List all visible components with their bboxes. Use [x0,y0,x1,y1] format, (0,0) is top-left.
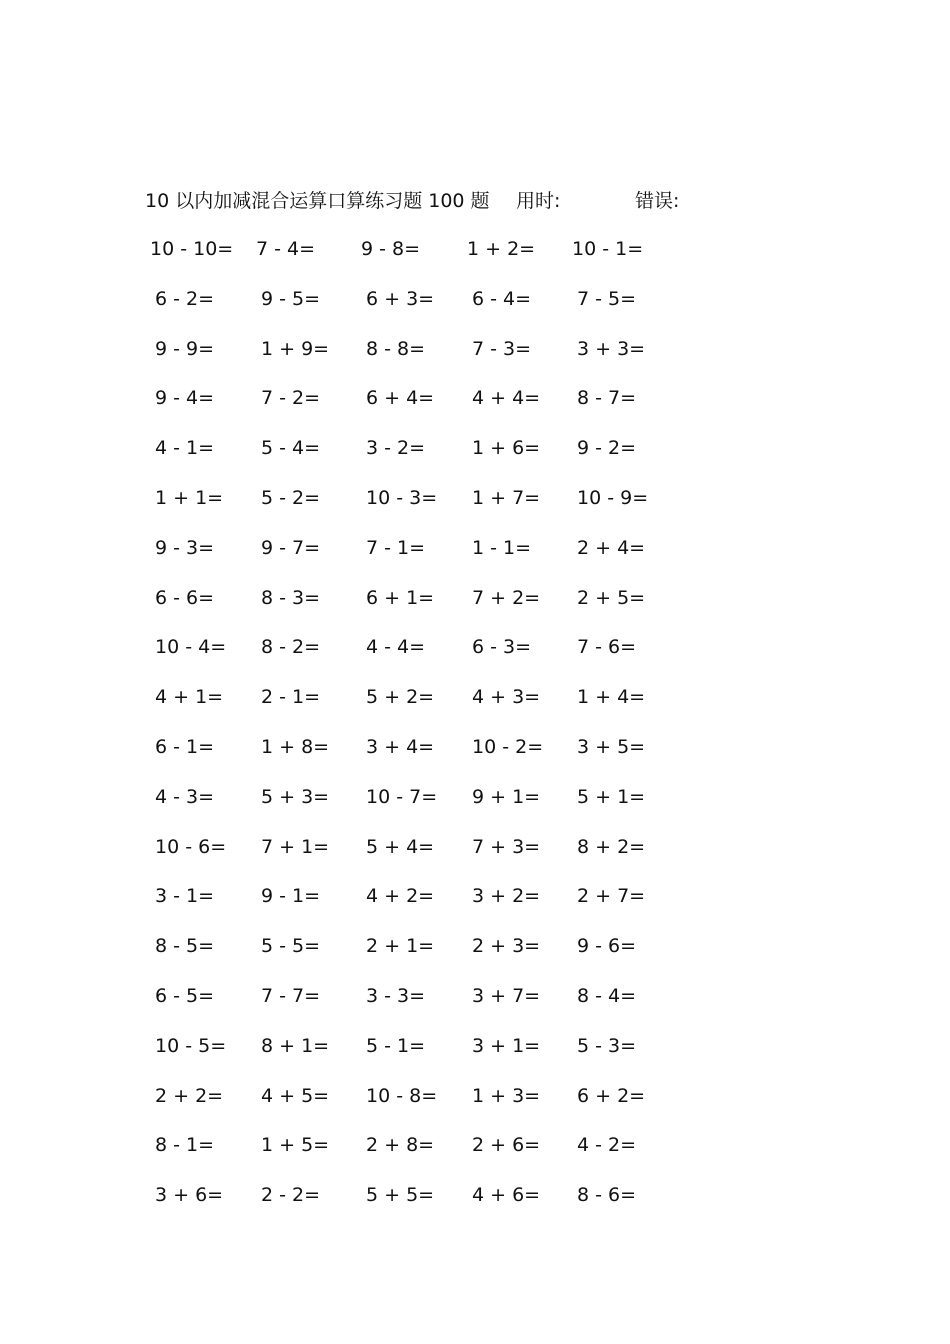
problem-item: 6 - 3= [472,636,532,659]
problem-item: 9 - 8= [361,238,421,260]
problem-item: 6 - 6= [155,586,215,609]
problem-item: 1 + 9= [261,337,330,360]
problem-item: 10 - 10= [150,238,234,260]
problem-row [0,234,950,284]
problem-item: 10 - 9= [577,486,649,509]
problem-item: 2 - 2= [261,1184,321,1207]
problem-item: 10 - 7= [366,785,438,808]
problem-item: 7 + 1= [261,835,330,858]
problem-item: 7 - 7= [261,984,321,1007]
problem-item: 9 - 2= [577,437,637,460]
problem-item: 4 + 4= [472,387,541,410]
problem-item: 7 + 3= [472,835,541,858]
problem-item: 5 - 3= [577,1034,637,1057]
problem-item: 6 + 2= [577,1084,646,1107]
problem-item: 6 - 5= [155,984,215,1007]
problem-item: 10 - 2= [472,735,544,758]
problem-item: 4 + 2= [366,885,435,908]
problem-item: 7 - 1= [366,536,426,559]
problem-item: 4 - 3= [155,785,215,808]
problem-item: 8 + 1= [261,1034,330,1057]
problem-item: 3 + 4= [366,735,435,758]
problem-item: 6 - 1= [155,735,215,758]
problem-item: 2 + 4= [577,536,646,559]
problem-item: 3 - 2= [366,437,426,460]
problem-item: 3 + 1= [472,1034,541,1057]
problem-item: 5 + 2= [366,686,435,709]
problem-item: 3 - 1= [155,885,215,908]
problem-item: 9 - 1= [261,885,321,908]
problem-item: 8 - 2= [261,636,321,659]
problem-row [0,931,950,981]
problem-row [0,533,950,583]
problem-row [0,1130,950,1180]
problem-item: 9 - 7= [261,536,321,559]
problem-item: 1 + 6= [472,437,541,460]
worksheet-header [0,186,950,216]
problem-grid [0,234,950,1230]
problem-item: 8 - 5= [155,935,215,958]
problem-item: 7 + 2= [472,586,541,609]
problem-item: 9 - 9= [155,337,215,360]
problem-item: 4 + 6= [472,1184,541,1207]
problem-row [0,682,950,732]
problem-item: 5 - 1= [366,1034,426,1057]
problem-item: 9 - 3= [155,536,215,559]
problem-item: 8 - 8= [366,337,426,360]
problem-item: 2 + 8= [366,1134,435,1157]
problem-item: 2 + 2= [155,1084,224,1107]
problem-item: 6 + 4= [366,387,435,410]
problem-row [0,981,950,1031]
problem-item: 1 + 4= [577,686,646,709]
problem-row [0,1031,950,1081]
problem-row [0,284,950,334]
problem-item: 4 + 3= [472,686,541,709]
problem-row [0,1180,950,1230]
problem-row [0,832,950,882]
problem-item: 10 - 3= [366,486,438,509]
problem-item: 7 - 5= [577,287,637,310]
problem-item: 4 - 1= [155,437,215,460]
problem-item: 5 + 4= [366,835,435,858]
problem-item: 2 + 7= [577,885,646,908]
problem-item: 1 + 2= [467,238,536,260]
problem-item: 2 + 6= [472,1134,541,1157]
problem-item: 10 - 5= [155,1034,227,1057]
problem-row [0,782,950,832]
problem-item: 1 - 1= [472,536,532,559]
problem-item: 2 - 1= [261,686,321,709]
worksheet-title: 10 以内加减混合运算口算练习题 100 题 [145,190,490,212]
problem-item: 1 + 7= [472,486,541,509]
problem-item: 8 - 7= [577,387,637,410]
problem-item: 2 + 1= [366,935,435,958]
problem-item: 1 + 8= [261,735,330,758]
problem-item: 3 + 7= [472,984,541,1007]
time-label: 用时: [516,190,561,212]
problem-item: 5 - 4= [261,437,321,460]
problem-item: 6 - 2= [155,287,215,310]
problem-item: 6 - 4= [472,287,532,310]
problem-item: 7 - 3= [472,337,532,360]
problem-item: 4 - 2= [577,1134,637,1157]
problem-item: 5 - 2= [261,486,321,509]
problem-item: 3 - 3= [366,984,426,1007]
problem-item: 8 - 1= [155,1134,215,1157]
error-label: 错误: [635,190,680,212]
problem-item: 9 - 6= [577,935,637,958]
problem-item: 5 + 5= [366,1184,435,1207]
problem-item: 7 - 4= [256,238,316,260]
problem-item: 4 + 1= [155,686,224,709]
problem-item: 5 + 3= [261,785,330,808]
problem-item: 2 + 5= [577,586,646,609]
problem-row [0,1081,950,1131]
problem-item: 10 - 4= [155,636,227,659]
problem-item: 10 - 1= [572,238,644,260]
problem-item: 3 + 3= [577,337,646,360]
problem-item: 8 + 2= [577,835,646,858]
problem-row [0,583,950,633]
problem-row [0,334,950,384]
problem-item: 1 + 5= [261,1134,330,1157]
problem-item: 9 - 4= [155,387,215,410]
problem-item: 5 + 1= [577,785,646,808]
problem-item: 3 + 2= [472,885,541,908]
problem-item: 8 - 3= [261,586,321,609]
problem-item: 6 + 1= [366,586,435,609]
problem-item: 7 - 2= [261,387,321,410]
problem-item: 9 - 5= [261,287,321,310]
problem-item: 3 + 6= [155,1184,224,1207]
problem-item: 10 - 6= [155,835,227,858]
problem-row [0,433,950,483]
problem-row [0,732,950,782]
problem-row [0,383,950,433]
problem-item: 8 - 6= [577,1184,637,1207]
problem-item: 5 - 5= [261,935,321,958]
problem-item: 2 + 3= [472,935,541,958]
problem-row [0,483,950,533]
problem-item: 8 - 4= [577,984,637,1007]
problem-item: 10 - 8= [366,1084,438,1107]
problem-item: 6 + 3= [366,287,435,310]
problem-item: 9 + 1= [472,785,541,808]
problem-row [0,881,950,931]
problem-item: 1 + 3= [472,1084,541,1107]
problem-item: 3 + 5= [577,735,646,758]
problem-item: 4 + 5= [261,1084,330,1107]
problem-item: 4 - 4= [366,636,426,659]
problem-item: 1 + 1= [155,486,224,509]
problem-row [0,632,950,682]
problem-item: 7 - 6= [577,636,637,659]
